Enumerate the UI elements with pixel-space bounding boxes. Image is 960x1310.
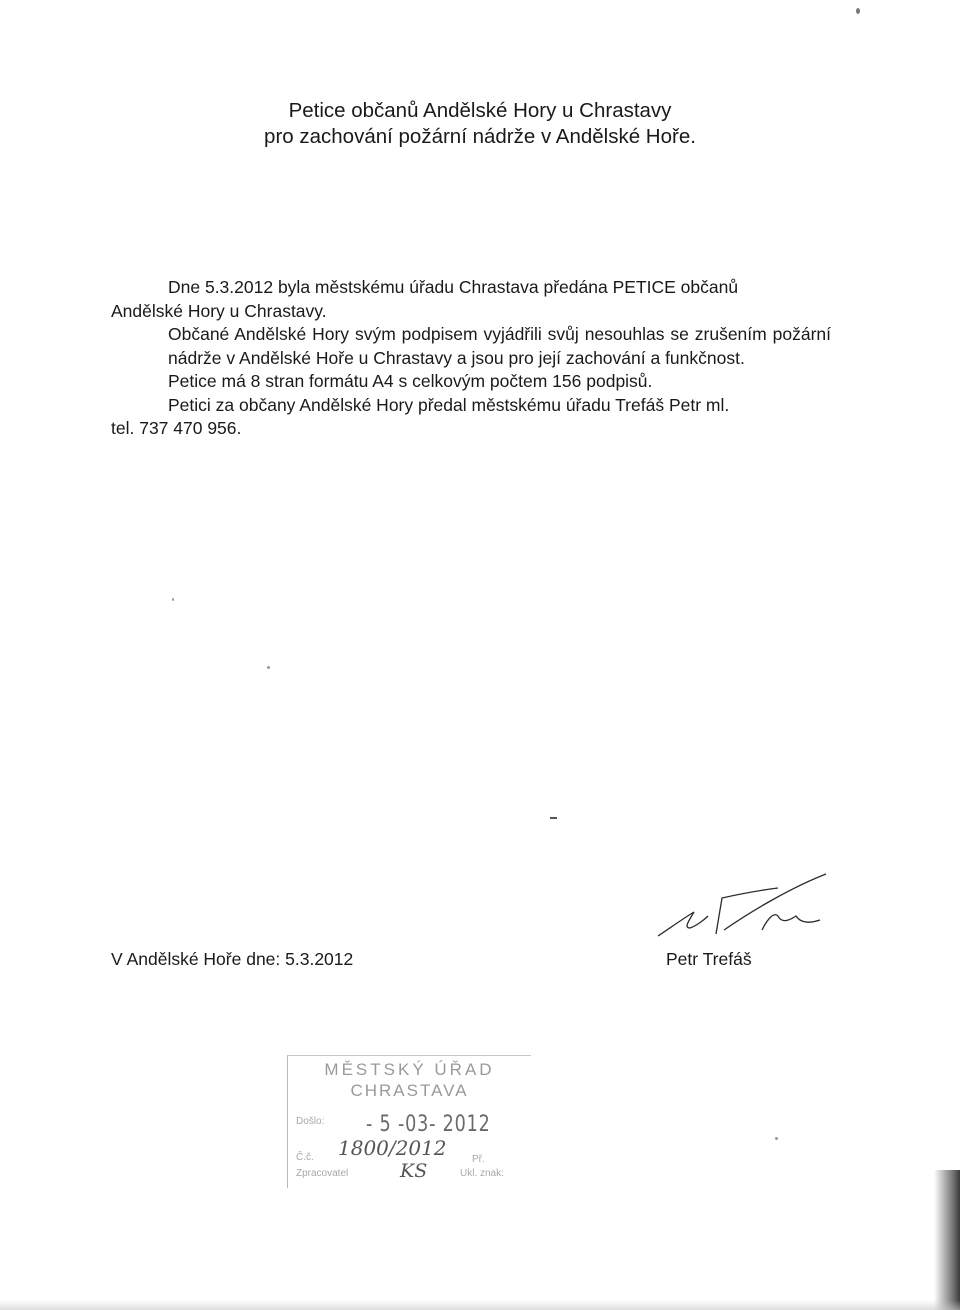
petition-title	[0, 98, 960, 150]
stamp-processor-label: Zpracovatel	[296, 1168, 349, 1179]
stamp-office-town: CHRASTAVA	[350, 1081, 469, 1100]
scan-speck	[267, 666, 270, 669]
scan-edge-shadow-right	[934, 1170, 960, 1310]
scan-speck	[775, 1137, 778, 1140]
stamp-filing-label: Ukl. znak:	[460, 1168, 504, 1179]
paragraph-delivery-line-1: Dne 5.3.2012 byla městskému úřadu Chrastava předána PETICE občanů	[168, 277, 739, 297]
stamp-attachments-label: Př.	[472, 1154, 485, 1165]
paragraph-submitted-by: Petici za občany Andělské Hory předal městskému úřadu Trefáš Petr ml.	[168, 394, 730, 415]
title-line-1: Petice občanů Andělské Hory u Chrastavy	[288, 99, 672, 122]
handwritten-signature	[650, 868, 830, 948]
paragraph-delivery-line-2: Andělské Hory u Chrastavy.	[111, 300, 327, 321]
paragraph-disagreement: Občané Andělské Hory svým podpisem vyjádřili svůj nesouhlas se zrušením požární nádrže v Andělské Hoře u Chrastavy a jsou pro její zachování a funkčnost.	[168, 324, 831, 368]
stamp-received-date: - 5 -03- 2012	[366, 1112, 491, 1137]
paragraph-page-count: Petice má 8 stran formátu A4 s celkovým počtem 156 podpisů.	[168, 371, 653, 391]
paragraph-phone: tel. 737 470 956.	[111, 418, 242, 438]
scan-edge-shadow-bottom	[0, 1300, 960, 1310]
title-line-2: pro zachování požární nádrže v Andělské Hoře.	[264, 125, 696, 148]
petition-body	[111, 276, 831, 441]
stamp-office-name: MĚSTSKÝ ÚŘAD	[324, 1060, 495, 1079]
scan-speck	[550, 817, 557, 819]
scan-speck	[172, 598, 174, 601]
office-received-stamp	[287, 1055, 531, 1188]
scan-speck	[856, 8, 860, 14]
place-and-date: V Andělské Hoře dne: 5.3.2012	[111, 949, 354, 969]
stamp-reference-label: Č.č.	[296, 1152, 314, 1163]
stamp-reference-number: 1800/2012	[338, 1136, 447, 1160]
stamp-received-label: Došlo:	[296, 1116, 325, 1127]
stamp-processor-initials: KS	[400, 1160, 428, 1182]
signatory-name: Petr Trefáš	[666, 949, 752, 969]
